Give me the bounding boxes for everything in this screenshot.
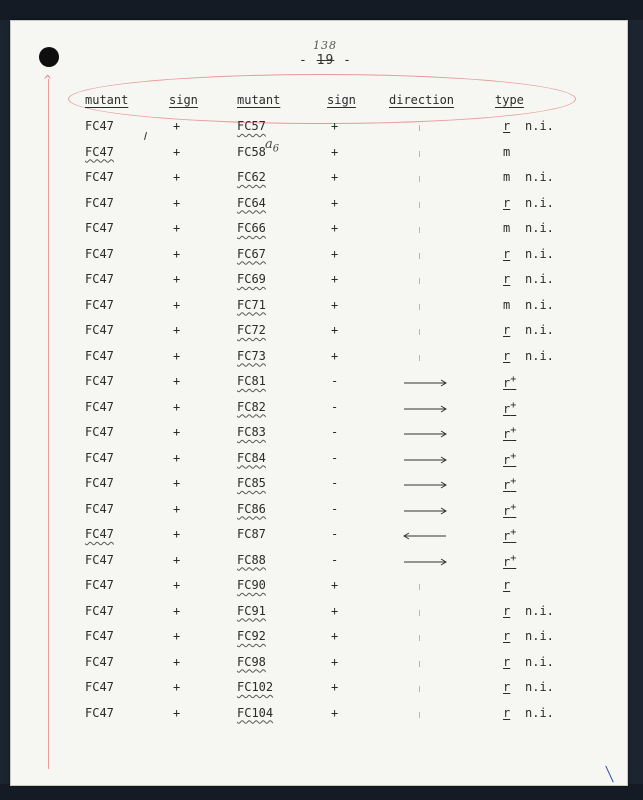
type-superscript: +: [510, 399, 517, 411]
sign-2-cell: +: [331, 144, 339, 159]
not-interfering-cell: n.i.: [525, 323, 554, 337]
mutant-2-cell: FC88: [237, 552, 266, 567]
punch-hole: [39, 47, 59, 67]
mutant-2-cell: FC92: [237, 629, 266, 643]
sign-1-cell: +: [173, 705, 181, 720]
red-margin-caret: ^: [44, 73, 52, 87]
sign-2-cell: +: [331, 221, 339, 235]
type-cell: m: [503, 221, 511, 235]
mutant-2-cell: FC84: [237, 450, 266, 465]
scan-background-top: [0, 0, 643, 20]
red-tick-mark: [419, 227, 420, 233]
red-tick-mark: [419, 278, 420, 284]
mutant-1-cell: FC47: [85, 195, 114, 210]
scan-background-bottom: [0, 784, 643, 800]
document-page: [10, 20, 628, 786]
not-interfering-cell: n.i.: [525, 629, 554, 643]
header-direction: direction: [389, 93, 455, 107]
page-number-suffix: -: [343, 53, 352, 68]
mutant-1-cell: FC47: [85, 705, 114, 720]
mutant-2-cell: FC102: [237, 680, 274, 694]
mutant-2-cell: FC69: [237, 272, 266, 286]
not-interfering-cell: n.i.: [525, 680, 554, 694]
mutant-2-cell: FC98: [237, 654, 266, 669]
sign-1-cell: +: [173, 170, 181, 184]
not-interfering-cell: n.i.: [525, 272, 554, 286]
type-cell: r: [503, 119, 511, 133]
pen-tick-mark: [144, 132, 147, 140]
mutant-1-cell: FC47: [85, 119, 114, 133]
type-superscript: +: [510, 552, 517, 564]
mutant-1-cell: FC47: [85, 374, 114, 388]
sign-1-cell: +: [173, 578, 181, 592]
red-tick-mark: [419, 635, 420, 641]
sign-2-cell: +: [331, 246, 339, 261]
mutant-1-cell: FC47: [85, 578, 114, 592]
sign-2-cell: -: [331, 374, 339, 388]
sign-1-cell: +: [173, 246, 181, 261]
type-cell: r+: [503, 399, 517, 416]
sign-2-cell: +: [331, 705, 339, 720]
arrow-right-icon: [403, 481, 447, 489]
sign-2-cell: +: [331, 578, 339, 592]
mutant-1-cell: FC47: [85, 476, 114, 490]
sign-2-cell: +: [331, 272, 339, 286]
header-type: type: [495, 93, 524, 107]
red-tick-mark: [419, 304, 420, 310]
red-tick-mark: [419, 661, 420, 667]
header-sign-1: sign: [169, 93, 198, 107]
sign-2-cell: -: [331, 399, 339, 414]
sign-1-cell: +: [173, 476, 181, 490]
mutant-1-cell: FC47: [85, 399, 114, 414]
not-interfering-cell: n.i.: [525, 654, 554, 669]
sign-1-cell: +: [173, 450, 181, 465]
sign-1-cell: +: [173, 272, 181, 286]
sign-1-cell: +: [173, 603, 181, 618]
red-tick-mark: [419, 584, 420, 590]
mutant-1-cell: FC47: [85, 603, 114, 618]
mutant-2-cell: FC85: [237, 476, 266, 490]
sign-2-cell: +: [331, 654, 339, 669]
type-cell: r+: [503, 450, 517, 467]
not-interfering-cell: n.i.: [525, 705, 554, 720]
arrow-right-icon: [403, 456, 447, 464]
arrow-right-icon: [403, 507, 447, 515]
mutant-2-cell: FC71: [237, 297, 266, 312]
mutant-1-cell: FC47: [85, 552, 114, 567]
mutant-1-cell: FC47: [85, 501, 114, 516]
mutant-2-cell: FC104: [237, 705, 274, 720]
page-number-handwritten: 138: [313, 39, 337, 52]
sign-1-cell: +: [173, 348, 181, 363]
handwritten-a6-annotation: $a_6$: [265, 137, 280, 155]
mutant-2-cell: FC58: [237, 144, 266, 159]
mutant-2-cell: FC90: [237, 578, 266, 592]
sign-1-cell: +: [173, 501, 181, 516]
mutant-2-cell: FC86: [237, 501, 266, 516]
mutant-1-cell: FC47: [85, 323, 114, 337]
mutant-2-cell: FC73: [237, 348, 266, 363]
arrow-right-icon: [403, 405, 447, 413]
type-cell: m: [503, 144, 511, 159]
mutant-2-cell: FC66: [237, 221, 266, 235]
not-interfering-cell: n.i.: [525, 195, 554, 210]
type-superscript: +: [510, 425, 517, 436]
type-cell: r: [503, 705, 511, 720]
type-cell: m: [503, 297, 511, 312]
sign-2-cell: +: [331, 323, 339, 337]
sign-2-cell: +: [331, 680, 339, 694]
mutant-1-cell: FC47: [85, 527, 114, 541]
sign-1-cell: +: [173, 221, 181, 235]
mutant-1-cell: FC47: [85, 246, 114, 261]
type-superscript: +: [510, 476, 517, 487]
sign-2-cell: +: [331, 119, 339, 133]
mutant-1-cell: FC47: [85, 170, 114, 184]
type-cell: r+: [503, 425, 517, 441]
mutant-2-cell: FC67: [237, 246, 266, 261]
red-tick-mark: [419, 253, 420, 259]
not-interfering-cell: n.i.: [525, 170, 554, 184]
mutant-1-cell: FC47: [85, 348, 114, 363]
sign-1-cell: +: [173, 119, 181, 133]
not-interfering-cell: n.i.: [525, 246, 554, 261]
mutant-1-cell: FC47: [85, 629, 114, 643]
type-superscript: +: [510, 527, 517, 538]
sign-1-cell: +: [173, 144, 181, 159]
page-number: [299, 39, 352, 68]
sign-2-cell: -: [331, 527, 339, 541]
type-cell: r+: [503, 552, 517, 569]
sign-2-cell: -: [331, 450, 339, 465]
sign-1-cell: +: [173, 374, 181, 388]
not-interfering-cell: n.i.: [525, 297, 554, 312]
header-mutant-2: mutant: [237, 93, 281, 107]
not-interfering-cell: n.i.: [525, 348, 554, 363]
mutant-1-cell: FC47: [85, 680, 114, 694]
mutant-2-cell: FC91: [237, 603, 266, 618]
sign-2-cell: +: [331, 603, 339, 618]
red-tick-mark: [419, 176, 420, 182]
sign-2-cell: +: [331, 348, 339, 363]
sign-2-cell: +: [331, 297, 339, 312]
type-cell: r: [503, 654, 511, 669]
sign-1-cell: +: [173, 195, 181, 210]
sign-2-cell: +: [331, 629, 339, 643]
mutant-1-cell: FC47: [85, 425, 114, 439]
page-number-struck: 19: [316, 53, 335, 68]
type-cell: r+: [503, 374, 517, 390]
sign-2-cell: -: [331, 425, 339, 439]
sign-2-cell: -: [331, 501, 339, 516]
mutant-1-cell: FC47: [85, 221, 114, 235]
red-tick-mark: [419, 712, 420, 718]
type-cell: r: [503, 348, 511, 363]
sign-2-cell: +: [331, 195, 339, 210]
mutant-2-cell: FC57: [237, 119, 266, 133]
type-cell: r+: [503, 527, 517, 543]
mutant-2-cell: FC81: [237, 374, 266, 388]
not-interfering-cell: n.i.: [525, 603, 554, 618]
type-cell: r+: [503, 501, 517, 518]
not-interfering-cell: n.i.: [525, 221, 554, 235]
mutant-1-cell: FC47: [85, 297, 114, 312]
arrow-right-icon: [403, 558, 447, 566]
sign-1-cell: +: [173, 297, 181, 312]
mutant-1-cell: FC47: [85, 144, 114, 159]
arrow-right-icon: [403, 379, 447, 387]
mutant-2-cell: FC83: [237, 425, 266, 439]
sign-1-cell: +: [173, 399, 181, 414]
page-number-prefix: -: [299, 53, 308, 68]
sign-1-cell: +: [173, 680, 181, 694]
red-tick-mark: [419, 355, 420, 361]
sign-2-cell: -: [331, 552, 339, 567]
sign-1-cell: +: [173, 629, 181, 643]
mutant-1-cell: FC47: [85, 272, 114, 286]
type-cell: r: [503, 272, 511, 286]
not-interfering-cell: n.i.: [525, 119, 554, 133]
red-margin-line: [48, 79, 49, 769]
mutant-2-cell: FC87: [237, 527, 266, 541]
sign-1-cell: +: [173, 527, 181, 541]
type-cell: r: [503, 578, 511, 592]
sign-2-cell: +: [331, 170, 339, 184]
header-sign-2: sign: [327, 93, 356, 107]
red-tick-mark: [419, 151, 420, 157]
red-tick-mark: [419, 125, 420, 131]
type-superscript: +: [510, 501, 517, 513]
header-mutant-1: mutant: [85, 93, 129, 107]
mutant-2-cell: FC64: [237, 195, 266, 210]
red-tick-mark: [419, 202, 420, 208]
mutant-1-cell: FC47: [85, 654, 114, 669]
type-superscript: +: [510, 450, 517, 462]
type-cell: r: [503, 603, 511, 618]
sign-1-cell: +: [173, 323, 181, 337]
type-cell: r: [503, 195, 511, 210]
blue-pen-mark: [605, 766, 614, 783]
red-tick-mark: [419, 329, 420, 335]
mutant-1-cell: FC47: [85, 450, 114, 465]
type-cell: r+: [503, 476, 517, 492]
mutant-2-cell: FC72: [237, 323, 266, 337]
sign-1-cell: +: [173, 425, 181, 439]
red-tick-mark: [419, 686, 420, 692]
arrow-left-icon: [403, 532, 447, 540]
type-cell: r: [503, 680, 511, 694]
sign-1-cell: +: [173, 654, 181, 669]
red-tick-mark: [419, 610, 420, 616]
arrow-right-icon: [403, 430, 447, 438]
type-cell: r: [503, 323, 511, 337]
type-cell: m: [503, 170, 511, 184]
type-cell: r: [503, 246, 511, 261]
mutant-2-cell: FC82: [237, 399, 266, 414]
sign-1-cell: +: [173, 552, 181, 567]
type-superscript: +: [510, 374, 517, 385]
mutant-2-cell: FC62: [237, 170, 266, 184]
sign-2-cell: -: [331, 476, 339, 490]
type-cell: r: [503, 629, 511, 643]
